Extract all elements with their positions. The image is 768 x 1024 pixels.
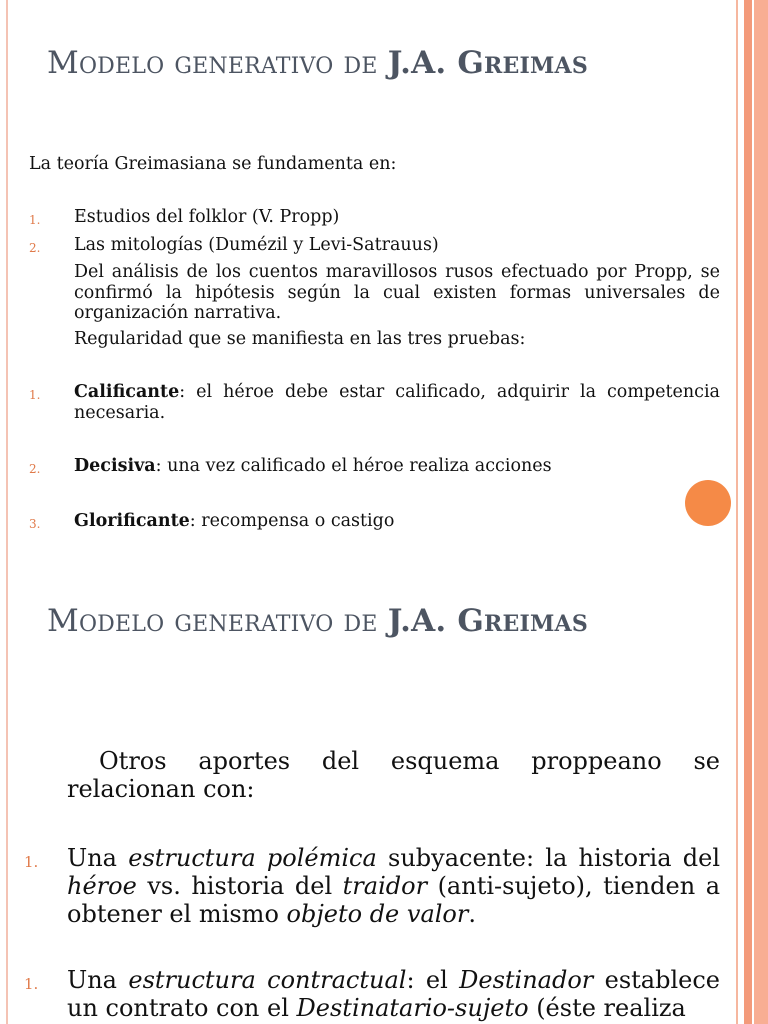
item-1-part-2: subyacente: la historia del [376, 844, 721, 872]
slide-1-title-bold: J.A. Greimas [387, 45, 588, 81]
prueba-2-term: Decisiva [74, 456, 156, 476]
item-1-part-5: . [468, 900, 476, 928]
list-1-text: Estudios del folklor (V. Propp) [74, 207, 340, 227]
item-2-text [67, 966, 720, 1022]
prueba-1-desc: : el héroe debe estar calificado, adquirir la competencia necesaria. [74, 382, 720, 423]
prueba-2-desc: : una vez calificado el héroe realiza acciones [155, 456, 552, 476]
prueba-3-desc: : recompensa o castigo [189, 511, 395, 531]
slide-2-intro: Otros aportes del esquema proppeano se relacionan con: [67, 747, 720, 803]
item-2-part-1: Una [67, 966, 129, 994]
item-1-italic-4: objeto de valor [286, 900, 469, 928]
slide-2-title [47, 603, 588, 639]
item-2-number: 1. [24, 975, 39, 993]
slide-2-title-bold: J.A. Greimas [387, 603, 588, 639]
item-2-italic-3: Destinatario-sujeto [296, 994, 529, 1022]
item-1-number: 1. [24, 853, 39, 871]
prueba-1-number: 1. [29, 388, 41, 402]
list-2-text: Las mitologías (Dumézil y Levi-Satrauus) [74, 235, 439, 255]
right-stripe-wide [754, 0, 768, 1024]
item-2-part-3: establece un contrato con el [67, 966, 720, 1022]
item-1-part-3: vs. historia del [136, 872, 343, 900]
item-2-part-2: : el [406, 966, 460, 994]
slide-1-title-lead: Modelo generativo de [47, 45, 388, 81]
prueba-3-text [74, 511, 394, 532]
prueba-2-text [74, 456, 552, 477]
list-1-number: 1. [29, 213, 41, 227]
item-2-italic-2: Destinador [459, 966, 594, 994]
item-1-italic-3: traidor [342, 872, 428, 900]
prueba-1-text [74, 382, 720, 424]
item-1-italic-2: héroe [67, 872, 137, 900]
slide-1-intro: La teoría Greimasiana se fundamenta en: [29, 154, 397, 174]
item-1-text [67, 844, 720, 928]
item-1-italic-1: estructura polémica [128, 844, 377, 872]
prueba-2-number: 2. [29, 462, 41, 476]
item-1-part-4: (anti-sujeto), tienden a obtener el mismo [67, 872, 721, 928]
item-2-part-4: (éste realiza [528, 994, 686, 1022]
list-2-number: 2. [29, 241, 41, 255]
slide-1-title [47, 45, 588, 81]
slide-1-paragraph-2: Regularidad que se manifiesta en las tres pruebas: [74, 329, 526, 349]
slide-2-title-lead: Modelo generativo de [47, 603, 388, 639]
item-2-italic-1: estructura contractual [128, 966, 407, 994]
prueba-1-term: Calificante [74, 382, 180, 402]
prueba-3-number: 3. [29, 517, 41, 531]
item-1-part-1: Una [67, 844, 129, 872]
slide-2 [0, 570, 740, 1024]
slide-1-paragraph-1: Del análisis de los cuentos maravillosos rusos efectuado por Propp, se confirmó la hipótesis según la cual existen formas universales de organización narrativa. [74, 262, 720, 323]
right-stripe-middle [744, 0, 752, 1024]
prueba-3-term: Glorificante [74, 511, 190, 531]
